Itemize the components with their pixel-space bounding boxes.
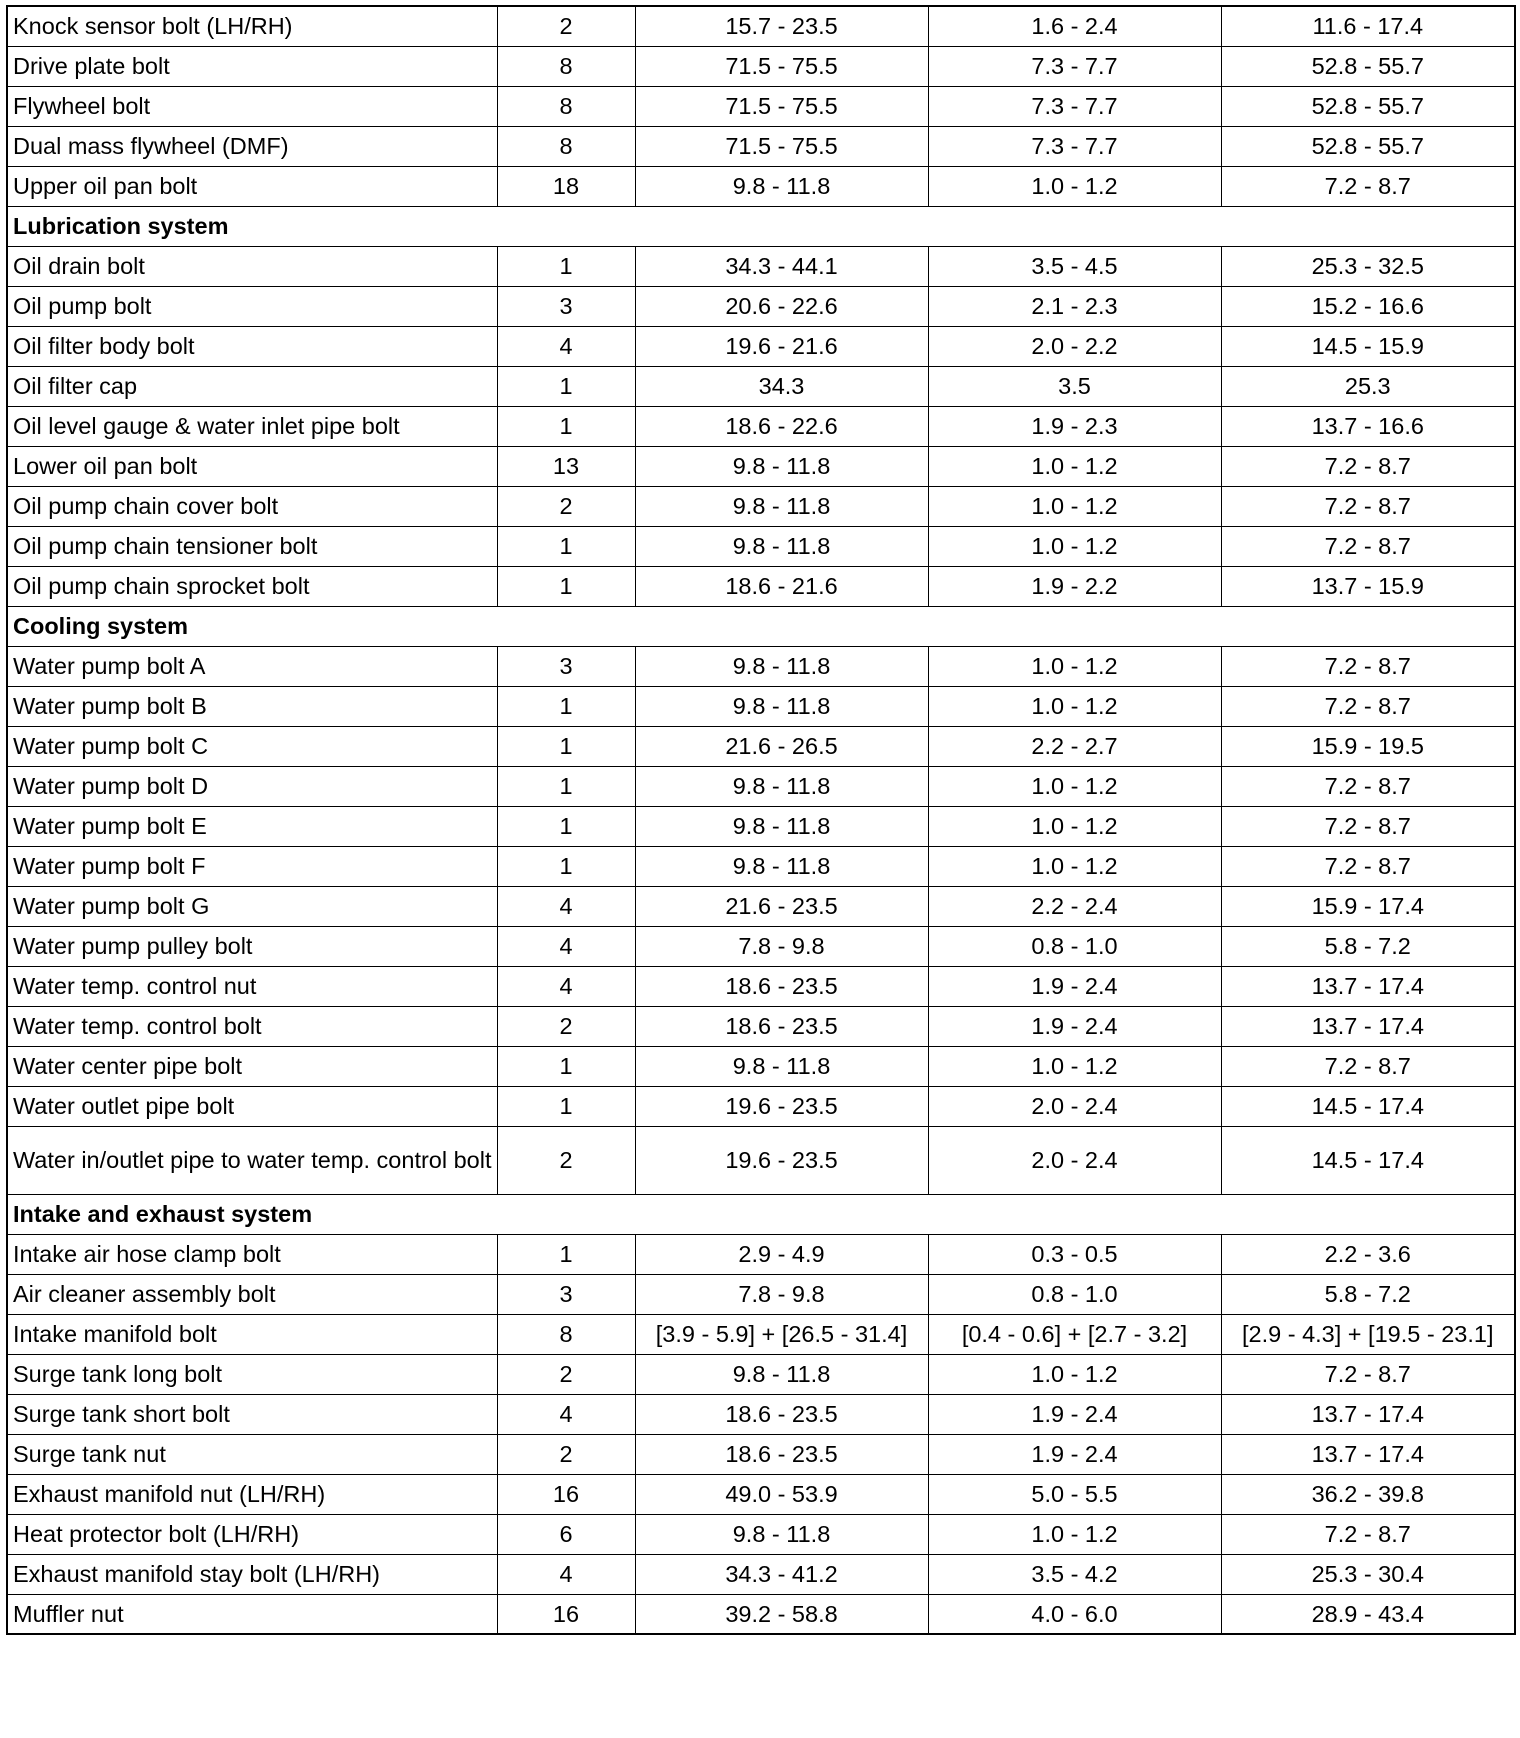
table-row	[7, 1314, 1515, 1354]
quantity-cell: 2	[497, 1006, 635, 1046]
table-row	[7, 1474, 1515, 1514]
item-name-cell: Oil filter body bolt	[7, 326, 497, 366]
item-name-cell: Water pump pulley bolt	[7, 926, 497, 966]
torque-kgfm-cell: 1.9 - 2.4	[928, 1394, 1221, 1434]
torque-nm-cell: 18.6 - 23.5	[635, 1394, 928, 1434]
table-row	[7, 646, 1515, 686]
quantity-cell: 1	[497, 526, 635, 566]
torque-nm-cell: 21.6 - 23.5	[635, 886, 928, 926]
torque-nm-cell: 71.5 - 75.5	[635, 86, 928, 126]
item-name-cell: Water pump bolt C	[7, 726, 497, 766]
quantity-cell: 16	[497, 1594, 635, 1634]
torque-lbft-cell: 7.2 - 8.7	[1221, 1354, 1515, 1394]
quantity-cell: 2	[497, 1354, 635, 1394]
torque-kgfm-cell: [0.4 - 0.6] + [2.7 - 3.2]	[928, 1314, 1221, 1354]
quantity-cell: 4	[497, 886, 635, 926]
torque-kgfm-cell: 1.9 - 2.2	[928, 566, 1221, 606]
quantity-cell: 1	[497, 1234, 635, 1274]
item-name-cell: Surge tank short bolt	[7, 1394, 497, 1434]
torque-kgfm-cell: 1.9 - 2.4	[928, 1434, 1221, 1474]
item-name-cell: Oil level gauge & water inlet pipe bolt	[7, 406, 497, 446]
item-name-cell: Surge tank long bolt	[7, 1354, 497, 1394]
torque-lbft-cell: 15.9 - 17.4	[1221, 886, 1515, 926]
torque-lbft-cell: 36.2 - 39.8	[1221, 1474, 1515, 1514]
table-row	[7, 1234, 1515, 1274]
table-row	[7, 1046, 1515, 1086]
torque-nm-cell: 19.6 - 21.6	[635, 326, 928, 366]
section-title: Lubrication system	[7, 206, 1515, 246]
torque-lbft-cell: 7.2 - 8.7	[1221, 1046, 1515, 1086]
table-row	[7, 1126, 1515, 1194]
torque-nm-cell: 9.8 - 11.8	[635, 766, 928, 806]
table-row	[7, 486, 1515, 526]
torque-kgfm-cell: 3.5	[928, 366, 1221, 406]
table-row	[7, 806, 1515, 846]
quantity-cell: 1	[497, 1086, 635, 1126]
torque-lbft-cell: 25.3 - 30.4	[1221, 1554, 1515, 1594]
quantity-cell: 13	[497, 446, 635, 486]
item-name-cell: Oil pump bolt	[7, 286, 497, 326]
torque-nm-cell: 21.6 - 26.5	[635, 726, 928, 766]
item-name-cell: Drive plate bolt	[7, 46, 497, 86]
torque-lbft-cell: 7.2 - 8.7	[1221, 806, 1515, 846]
torque-kgfm-cell: 7.3 - 7.7	[928, 46, 1221, 86]
torque-lbft-cell: 28.9 - 43.4	[1221, 1594, 1515, 1634]
item-name-cell: Water pump bolt G	[7, 886, 497, 926]
torque-lbft-cell: 5.8 - 7.2	[1221, 1274, 1515, 1314]
torque-nm-cell: 18.6 - 23.5	[635, 966, 928, 1006]
table-row	[7, 286, 1515, 326]
table-row	[7, 46, 1515, 86]
torque-nm-cell: 7.8 - 9.8	[635, 926, 928, 966]
torque-nm-cell: 34.3 - 44.1	[635, 246, 928, 286]
torque-kgfm-cell: 0.8 - 1.0	[928, 1274, 1221, 1314]
item-name-cell: Knock sensor bolt (LH/RH)	[7, 6, 497, 46]
torque-lbft-cell: 14.5 - 15.9	[1221, 326, 1515, 366]
table-row	[7, 1394, 1515, 1434]
table-row	[7, 1006, 1515, 1046]
torque-lbft-cell: 52.8 - 55.7	[1221, 126, 1515, 166]
torque-lbft-cell: 11.6 - 17.4	[1221, 6, 1515, 46]
table-row	[7, 1274, 1515, 1314]
torque-lbft-cell: 13.7 - 17.4	[1221, 1394, 1515, 1434]
item-name-cell: Upper oil pan bolt	[7, 166, 497, 206]
section-title: Cooling system	[7, 606, 1515, 646]
torque-nm-cell: [3.9 - 5.9] + [26.5 - 31.4]	[635, 1314, 928, 1354]
torque-kgfm-cell: 1.9 - 2.4	[928, 966, 1221, 1006]
quantity-cell: 8	[497, 86, 635, 126]
table-row	[7, 446, 1515, 486]
item-name-cell: Exhaust manifold stay bolt (LH/RH)	[7, 1554, 497, 1594]
torque-kgfm-cell: 1.9 - 2.3	[928, 406, 1221, 446]
torque-lbft-cell: 7.2 - 8.7	[1221, 686, 1515, 726]
item-name-cell: Water center pipe bolt	[7, 1046, 497, 1086]
torque-kgfm-cell: 0.8 - 1.0	[928, 926, 1221, 966]
torque-nm-cell: 9.8 - 11.8	[635, 1514, 928, 1554]
quantity-cell: 4	[497, 1394, 635, 1434]
torque-nm-cell: 9.8 - 11.8	[635, 166, 928, 206]
table-row	[7, 1086, 1515, 1126]
torque-lbft-cell: 7.2 - 8.7	[1221, 166, 1515, 206]
torque-kgfm-cell: 2.1 - 2.3	[928, 286, 1221, 326]
torque-lbft-cell: 52.8 - 55.7	[1221, 86, 1515, 126]
quantity-cell: 3	[497, 286, 635, 326]
torque-kgfm-cell: 1.0 - 1.2	[928, 1046, 1221, 1086]
torque-nm-cell: 9.8 - 11.8	[635, 446, 928, 486]
torque-kgfm-cell: 2.0 - 2.4	[928, 1086, 1221, 1126]
torque-lbft-cell: 13.7 - 15.9	[1221, 566, 1515, 606]
torque-kgfm-cell: 4.0 - 6.0	[928, 1594, 1221, 1634]
item-name-cell: Dual mass flywheel (DMF)	[7, 126, 497, 166]
torque-kgfm-cell: 1.0 - 1.2	[928, 1514, 1221, 1554]
section-header-row	[7, 1194, 1515, 1234]
table-row	[7, 246, 1515, 286]
table-row	[7, 1434, 1515, 1474]
quantity-cell: 8	[497, 1314, 635, 1354]
item-name-cell: Water pump bolt F	[7, 846, 497, 886]
quantity-cell: 6	[497, 1514, 635, 1554]
torque-kgfm-cell: 1.0 - 1.2	[928, 486, 1221, 526]
torque-nm-cell: 18.6 - 23.5	[635, 1006, 928, 1046]
table-body	[7, 6, 1515, 1634]
table-row	[7, 1354, 1515, 1394]
item-name-cell: Water in/outlet pipe to water temp. control bolt	[7, 1126, 497, 1194]
torque-kgfm-cell: 2.0 - 2.4	[928, 1126, 1221, 1194]
torque-nm-cell: 7.8 - 9.8	[635, 1274, 928, 1314]
torque-kgfm-cell: 1.0 - 1.2	[928, 526, 1221, 566]
item-name-cell: Water outlet pipe bolt	[7, 1086, 497, 1126]
quantity-cell: 8	[497, 126, 635, 166]
item-name-cell: Intake manifold bolt	[7, 1314, 497, 1354]
section-header-row	[7, 606, 1515, 646]
torque-lbft-cell: 5.8 - 7.2	[1221, 926, 1515, 966]
torque-kgfm-cell: 1.0 - 1.2	[928, 1354, 1221, 1394]
torque-lbft-cell: 25.3	[1221, 366, 1515, 406]
torque-nm-cell: 9.8 - 11.8	[635, 686, 928, 726]
torque-nm-cell: 9.8 - 11.8	[635, 1046, 928, 1086]
torque-kgfm-cell: 1.0 - 1.2	[928, 766, 1221, 806]
table-row	[7, 566, 1515, 606]
table-row	[7, 326, 1515, 366]
torque-lbft-cell: 52.8 - 55.7	[1221, 46, 1515, 86]
torque-lbft-cell: 13.7 - 17.4	[1221, 966, 1515, 1006]
quantity-cell: 1	[497, 726, 635, 766]
item-name-cell: Oil pump chain sprocket bolt	[7, 566, 497, 606]
torque-kgfm-cell: 1.0 - 1.2	[928, 686, 1221, 726]
torque-nm-cell: 18.6 - 21.6	[635, 566, 928, 606]
table-row	[7, 86, 1515, 126]
section-title: Intake and exhaust system	[7, 1194, 1515, 1234]
torque-nm-cell: 9.8 - 11.8	[635, 646, 928, 686]
torque-nm-cell: 20.6 - 22.6	[635, 286, 928, 326]
table-row	[7, 846, 1515, 886]
table-row	[7, 926, 1515, 966]
quantity-cell: 1	[497, 766, 635, 806]
quantity-cell: 16	[497, 1474, 635, 1514]
torque-nm-cell: 39.2 - 58.8	[635, 1594, 928, 1634]
torque-nm-cell: 34.3 - 41.2	[635, 1554, 928, 1594]
quantity-cell: 4	[497, 966, 635, 1006]
torque-lbft-cell: 7.2 - 8.7	[1221, 526, 1515, 566]
quantity-cell: 8	[497, 46, 635, 86]
torque-kgfm-cell: 2.2 - 2.4	[928, 886, 1221, 926]
item-name-cell: Oil filter cap	[7, 366, 497, 406]
item-name-cell: Water pump bolt E	[7, 806, 497, 846]
torque-nm-cell: 71.5 - 75.5	[635, 46, 928, 86]
item-name-cell: Oil drain bolt	[7, 246, 497, 286]
torque-lbft-cell: 7.2 - 8.7	[1221, 766, 1515, 806]
item-name-cell: Water temp. control bolt	[7, 1006, 497, 1046]
torque-nm-cell: 2.9 - 4.9	[635, 1234, 928, 1274]
torque-nm-cell: 15.7 - 23.5	[635, 6, 928, 46]
torque-lbft-cell: 15.9 - 19.5	[1221, 726, 1515, 766]
torque-lbft-cell: 7.2 - 8.7	[1221, 646, 1515, 686]
item-name-cell: Flywheel bolt	[7, 86, 497, 126]
item-name-cell: Water temp. control nut	[7, 966, 497, 1006]
torque-kgfm-cell: 1.0 - 1.2	[928, 166, 1221, 206]
torque-nm-cell: 9.8 - 11.8	[635, 806, 928, 846]
table-row	[7, 686, 1515, 726]
item-name-cell: Heat protector bolt (LH/RH)	[7, 1514, 497, 1554]
table-row	[7, 166, 1515, 206]
torque-lbft-cell: [2.9 - 4.3] + [19.5 - 23.1]	[1221, 1314, 1515, 1354]
torque-nm-cell: 18.6 - 23.5	[635, 1434, 928, 1474]
torque-kgfm-cell: 1.0 - 1.2	[928, 846, 1221, 886]
item-name-cell: Intake air hose clamp bolt	[7, 1234, 497, 1274]
torque-kgfm-cell: 1.6 - 2.4	[928, 6, 1221, 46]
quantity-cell: 2	[497, 486, 635, 526]
quantity-cell: 1	[497, 806, 635, 846]
table-row	[7, 766, 1515, 806]
table-row	[7, 126, 1515, 166]
table-row	[7, 406, 1515, 446]
quantity-cell: 4	[497, 1554, 635, 1594]
table-row	[7, 1594, 1515, 1634]
torque-nm-cell: 71.5 - 75.5	[635, 126, 928, 166]
quantity-cell: 1	[497, 1046, 635, 1086]
torque-kgfm-cell: 7.3 - 7.7	[928, 126, 1221, 166]
torque-lbft-cell: 7.2 - 8.7	[1221, 486, 1515, 526]
item-name-cell: Air cleaner assembly bolt	[7, 1274, 497, 1314]
quantity-cell: 1	[497, 406, 635, 446]
item-name-cell: Muffler nut	[7, 1594, 497, 1634]
table-row	[7, 366, 1515, 406]
torque-lbft-cell: 7.2 - 8.7	[1221, 1514, 1515, 1554]
item-name-cell: Surge tank nut	[7, 1434, 497, 1474]
quantity-cell: 1	[497, 246, 635, 286]
quantity-cell: 2	[497, 1126, 635, 1194]
torque-nm-cell: 18.6 - 22.6	[635, 406, 928, 446]
item-name-cell: Water pump bolt A	[7, 646, 497, 686]
torque-nm-cell: 34.3	[635, 366, 928, 406]
quantity-cell: 3	[497, 1274, 635, 1314]
torque-kgfm-cell: 0.3 - 0.5	[928, 1234, 1221, 1274]
torque-lbft-cell: 2.2 - 3.6	[1221, 1234, 1515, 1274]
quantity-cell: 4	[497, 926, 635, 966]
quantity-cell: 1	[497, 846, 635, 886]
quantity-cell: 2	[497, 6, 635, 46]
item-name-cell: Exhaust manifold nut (LH/RH)	[7, 1474, 497, 1514]
quantity-cell: 1	[497, 566, 635, 606]
torque-lbft-cell: 7.2 - 8.7	[1221, 446, 1515, 486]
torque-kgfm-cell: 1.9 - 2.4	[928, 1006, 1221, 1046]
torque-kgfm-cell: 2.2 - 2.7	[928, 726, 1221, 766]
torque-nm-cell: 19.6 - 23.5	[635, 1086, 928, 1126]
torque-specification-table	[6, 5, 1516, 1635]
torque-kgfm-cell: 7.3 - 7.7	[928, 86, 1221, 126]
torque-nm-cell: 9.8 - 11.8	[635, 1354, 928, 1394]
torque-kgfm-cell: 3.5 - 4.2	[928, 1554, 1221, 1594]
torque-nm-cell: 9.8 - 11.8	[635, 846, 928, 886]
item-name-cell: Lower oil pan bolt	[7, 446, 497, 486]
torque-kgfm-cell: 1.0 - 1.2	[928, 646, 1221, 686]
section-header-row	[7, 206, 1515, 246]
table-row	[7, 6, 1515, 46]
torque-lbft-cell: 14.5 - 17.4	[1221, 1086, 1515, 1126]
torque-lbft-cell: 25.3 - 32.5	[1221, 246, 1515, 286]
torque-kgfm-cell: 1.0 - 1.2	[928, 806, 1221, 846]
table-row	[7, 1554, 1515, 1594]
table-row	[7, 726, 1515, 766]
quantity-cell: 1	[497, 686, 635, 726]
torque-lbft-cell: 13.7 - 17.4	[1221, 1006, 1515, 1046]
item-name-cell: Oil pump chain tensioner bolt	[7, 526, 497, 566]
torque-nm-cell: 9.8 - 11.8	[635, 486, 928, 526]
quantity-cell: 1	[497, 366, 635, 406]
table-row	[7, 966, 1515, 1006]
torque-lbft-cell: 15.2 - 16.6	[1221, 286, 1515, 326]
torque-lbft-cell: 13.7 - 16.6	[1221, 406, 1515, 446]
torque-lbft-cell: 13.7 - 17.4	[1221, 1434, 1515, 1474]
table-row	[7, 886, 1515, 926]
quantity-cell: 2	[497, 1434, 635, 1474]
torque-kgfm-cell: 3.5 - 4.5	[928, 246, 1221, 286]
table-row	[7, 1514, 1515, 1554]
item-name-cell: Water pump bolt B	[7, 686, 497, 726]
quantity-cell: 4	[497, 326, 635, 366]
torque-kgfm-cell: 2.0 - 2.2	[928, 326, 1221, 366]
torque-nm-cell: 49.0 - 53.9	[635, 1474, 928, 1514]
torque-lbft-cell: 7.2 - 8.7	[1221, 846, 1515, 886]
quantity-cell: 3	[497, 646, 635, 686]
item-name-cell: Water pump bolt D	[7, 766, 497, 806]
quantity-cell: 18	[497, 166, 635, 206]
item-name-cell: Oil pump chain cover bolt	[7, 486, 497, 526]
table-row	[7, 526, 1515, 566]
torque-nm-cell: 19.6 - 23.5	[635, 1126, 928, 1194]
torque-kgfm-cell: 1.0 - 1.2	[928, 446, 1221, 486]
torque-lbft-cell: 14.5 - 17.4	[1221, 1126, 1515, 1194]
torque-kgfm-cell: 5.0 - 5.5	[928, 1474, 1221, 1514]
torque-nm-cell: 9.8 - 11.8	[635, 526, 928, 566]
